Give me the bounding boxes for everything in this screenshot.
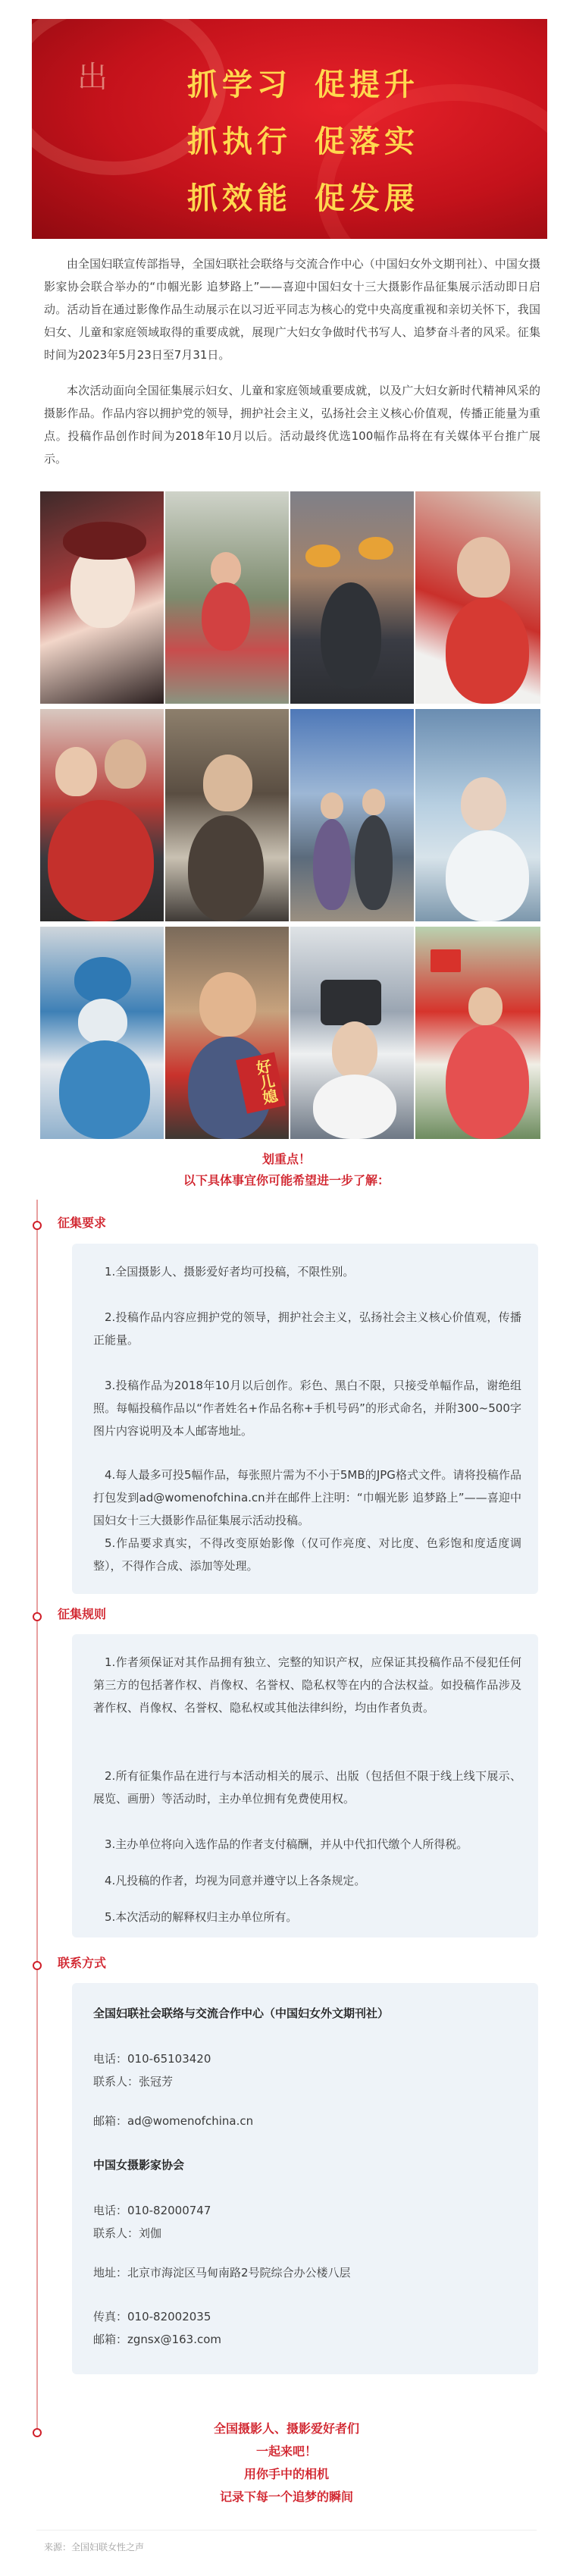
photo-child-running [165,491,289,704]
banner-image [32,19,547,239]
intro-paragraph: 本次活动面向全国征集展示妇女、儿童和家庭领域重要成就，以及广大妇女新时代精神风采的摄影作品。作品内容以拥护党的领导，拥护社会主义，弘扬社会主义核心价值观，传播正能量为重点。投稿作品创作时间为2018年10月以后。活动最终优选100幅作品将在有关媒体平台推广展示。 [44,384,540,466]
divider [36,2530,537,2531]
slogan-text: 抓学习 [187,67,292,102]
requirement-item: 5.作品要求真实，不得改变原始影像（仅可作亮度、对比度、色彩饱和度适度调整），不得作合成、添加等处理。 [93,1536,521,1573]
slogan-text: 促提升 [315,67,419,102]
contact-phone: 电话：010-65103420 [93,2052,211,2066]
section-title-contact: 联系方式 [58,1956,107,1970]
highlight-subheading: 以下具体事宜你可能希望进一步了解： [183,1173,390,1188]
contact-person: 联系人：刘伽 [93,2226,162,2240]
banner-slogan-line-2 [187,118,442,161]
photo-row [40,927,540,1139]
contact-phone: 电话：010-82000747 [93,2204,211,2217]
photo-workers-helmets [290,491,414,704]
contact-box [72,1983,538,2374]
slogan-text: 抓效能 [187,181,292,216]
closing-line: 记录下每一个追梦的瞬间 [219,2490,353,2504]
requirement-item: 3.投稿作品为2018年10月以后创作。彩色、黑白不限，只接受单幅作品，谢绝组照。每幅投稿作品以“作者姓名+作品名称+手机号码”的形式命名，并附300~500字图片内容说明及本人邮寄地址。 [93,1379,521,1438]
timeline-line [36,1200,38,2428]
slogan-text: 促落实 [315,124,419,159]
banner-slogan-line-1 [187,61,442,104]
timeline-dot [33,1221,42,1230]
photo-couple-walking [290,709,414,921]
section-title-rules: 征集规则 [58,1607,107,1621]
closing-line: 用你手中的相机 [243,2467,329,2481]
timeline-dot [33,1612,42,1621]
closing-line: 全国摄影人、摄影爱好者们 [213,2421,359,2436]
closing-line: 一起来吧！ [255,2444,317,2458]
rule-item: 1.作者须保证对其作品拥有独立、完整的知识产权，应保证其投稿作品不侵犯任何第三方的包括著作权、肖像权、名誉权、隐私权等在内的合法权益。如投稿作品涉及著作权、肖像权、名誉权、隐私权或其他法律纠纷，均由作者负责。 [93,1655,521,1715]
rules-box [72,1634,538,1937]
highlight-heading: 划重点！ [261,1152,311,1166]
photo-laughing-woman-sash [165,927,289,1139]
rule-item: 3.主办单位将向入选作品的作者支付稿酬，并从中代扣代缴个人所得税。 [105,1837,468,1851]
contact-fax: 传真：010-82002035 [93,2310,211,2323]
photo-lab-worker [415,709,540,921]
contact-person: 联系人：张冠芳 [93,2075,174,2088]
sash-label: 好儿媳 [236,1052,286,1113]
banner-slogan-line-3 [187,174,442,218]
source-credit: 来源：全国妇联女性之声 [44,2542,145,2552]
requirement-item: 4.每人最多可投5幅作品，每张照片需为不小于5MB的JPG格式文件。请将投稿作品打包发到ad@womenofchina.cn并在邮件上注明：“巾帼光影 追梦路上”——喜迎中国妇女十三大摄影作品征集展示活动投稿。 [93,1468,521,1527]
slogan-text: 抓执行 [187,124,292,159]
rule-item: 2.所有征集作品在进行与本活动相关的展示、出版（包括但不限于线上线下展示、展览、画册）等活动时，主办单位拥有免费使用权。 [93,1769,521,1806]
contact-org-name: 中国女摄影家协会 [93,2158,185,2172]
contact-org-name: 全国妇联社会联络与交流合作中心（中国妇女外文期刊社） [93,2007,390,2020]
rule-item: 5.本次活动的解释权归主办单位所有。 [105,1910,298,1924]
requirement-item: 1.全国摄影人、摄影爱好者均可投稿，不限性别。 [105,1265,355,1279]
rule-item: 4.凡投稿的作者，均视为同意并遵守以上各条规定。 [105,1874,366,1887]
timeline-dot [33,1961,42,1970]
banner-emblem: 出 [77,60,108,95]
photo-opera-performer [40,491,164,704]
contact-email[interactable]: 邮箱：ad@womenofchina.cn [93,2114,254,2128]
photo-family-portrait [40,709,164,921]
photo-family-flags [415,927,540,1139]
slogan-text: 促发展 [315,181,419,216]
photo-row [40,709,540,921]
requirement-item: 2.投稿作品内容应拥护党的领导，拥护社会主义，弘扬社会主义核心价值观，传播正能量。 [93,1310,521,1347]
intro-paragraph: 由全国妇联宣传部指导，全国妇联社会联络与交流合作中心（中国妇女外文期刊社）、中国女摄影家协会联合举办的“巾帼光影 追梦路上”——喜迎中国妇女十三大摄影作品征集展示活动即日启动。活动旨在通过影像作品生动展示在以习近平同志为核心的党中央高度重视和亲切关怀下，我国妇女、儿童和家庭领域取得的重要成就，展现广大妇女争做时代书写人、追梦奋斗者的风采。征集时间为2023年5月23日至7月31日。 [44,257,540,362]
photo-elderly-woman [165,709,289,921]
section-title-requirements: 征集要求 [58,1216,107,1230]
requirements-box [72,1244,538,1594]
photo-row [40,491,540,704]
contact-address: 地址：北京市海淀区马甸南路2号院综合办公楼八层 [93,2266,351,2279]
photo-athlete-smiling [415,491,540,704]
photo-surgeon [40,927,164,1139]
photo-photographer-camera [290,927,414,1139]
contact-email[interactable]: 邮箱：zgnsx@163.com [93,2333,222,2346]
